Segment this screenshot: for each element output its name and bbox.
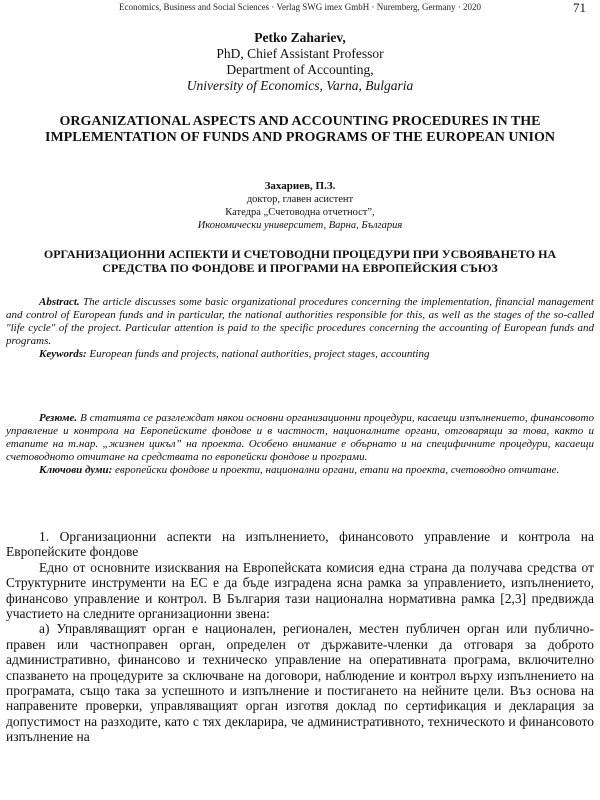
body-section: [6, 529, 594, 745]
author-university-en: University of Economics, Varna, Bulgaria: [186, 78, 414, 93]
keywords-text-bg: европейски фондове и проекти, национални органи, етапи на проекта, счетоводно отчитане.: [112, 464, 560, 476]
author-block-en: [6, 30, 594, 94]
keywords-en: [6, 348, 594, 361]
abstract-en: [6, 296, 594, 361]
running-header: Economics, Business and Social Sciences · Verlag SWG imex GmbH · Nuremberg, Germany · 2020: [118, 2, 482, 12]
keywords-bg: [6, 464, 594, 477]
author-name-en: Petko Zahariev,: [254, 30, 346, 45]
abstract-paragraph-bg: [6, 412, 594, 464]
author-department-en: Department of Accounting,: [226, 62, 374, 77]
author-department-bg: Катедра „Счетоводна отчетност”,: [225, 207, 375, 218]
abstract-text-bg: В статията се разглеждат някои основни организационни процедури, касаещи изпълнението, финансовото управление и контрола на Европейските фондове и в частност, националните органи, отговарящи за това, както и етапите на т.нар. „жизнен цикъл” на проекта. Особено внимание е обърнато и на специфичните процедури, касаещи счетоводното отчитане на средствата по европейски фондове и програми.: [6, 412, 594, 463]
author-position-en: PhD, Chief Assistant Professor: [216, 46, 384, 61]
abstract-label-en: Abstract.: [39, 296, 80, 308]
keywords-label-bg: Ключови думи:: [39, 464, 113, 476]
author-name-bg: Захариев, П.З.: [264, 180, 336, 192]
abstract-bg: [6, 412, 594, 477]
paper-title-en: ORGANIZATIONAL ASPECTS AND ACCOUNTING PROCEDURES IN THE IMPLEMENTATION OF FUNDS AND PROGRAMS OF THE EUROPEAN UNION: [45, 114, 555, 145]
abstract-label-bg: Резюме.: [39, 412, 78, 424]
author-position-bg: доктор, главен асистент: [246, 194, 354, 205]
author-block-bg: [6, 179, 594, 232]
author-university-bg: Икономически университет, Варна, България: [197, 220, 403, 231]
body-paragraph-1: Едно от основните изисквания на Европейската комисия една страна да получава средства от Структурните инструменти на ЕС е да бъде изградена ясна рамка за управлението, изпълнението, финансово управление и контрол. В България тази национална нормативна рамка [2,3] предвижда участието на следните организационни звена:: [6, 559, 594, 622]
keywords-text-en: European funds and projects, national authorities, project stages, accounting: [86, 348, 430, 360]
paper-title-bg: ОРГАНИЗАЦИОННИ АСПЕКТИ И СЧЕТОВОДНИ ПРОЦЕДУРИ ПРИ УСВОЯВАНЕТО НА СРЕДСТВА ПО ФОНДОВЕ И ПРОГРАМИ НА ЕВРОПЕЙСКИЯ СЪЮЗ: [43, 247, 557, 275]
keywords-label-en: Keywords:: [39, 348, 87, 360]
abstract-text-en: The article discusses some basic organizational procedures concerning the implementation, financial management and control of European funds and in particular, the national authorities responsible for this, as well as the stages of the so-called "life cycle" of the project. Particular attention is paid to the specific procedures concerning the accounting of European funds and programs.: [6, 296, 594, 347]
body-paragraph-2: а) Управляващият орган е национален, регионален, местен публичен орган или публично-правен или частноправен орган, определен от държавите-членки да отговаря за доброто административно, финансово и техническо управление на оперативната програма, включително спазването на процедурите за сключване на договори, наблюдение и контрол върху изпълнението на програмата, също така за успешното и изпълнение и постигането на нейните цели. Въз основа на направените проверки, управляващият орган изготвя доклад по сертификация и декларация за допустимост на разходите, като с тях декларира, че административното, техническото и финансовото изпълнение на: [6, 621, 594, 745]
section-heading: 1. Организационни аспекти на изпълнението, финансовото управление и контрола на Европейските фондове: [6, 529, 594, 560]
abstract-paragraph-en: [6, 296, 594, 348]
page-number: 71: [573, 0, 586, 15]
